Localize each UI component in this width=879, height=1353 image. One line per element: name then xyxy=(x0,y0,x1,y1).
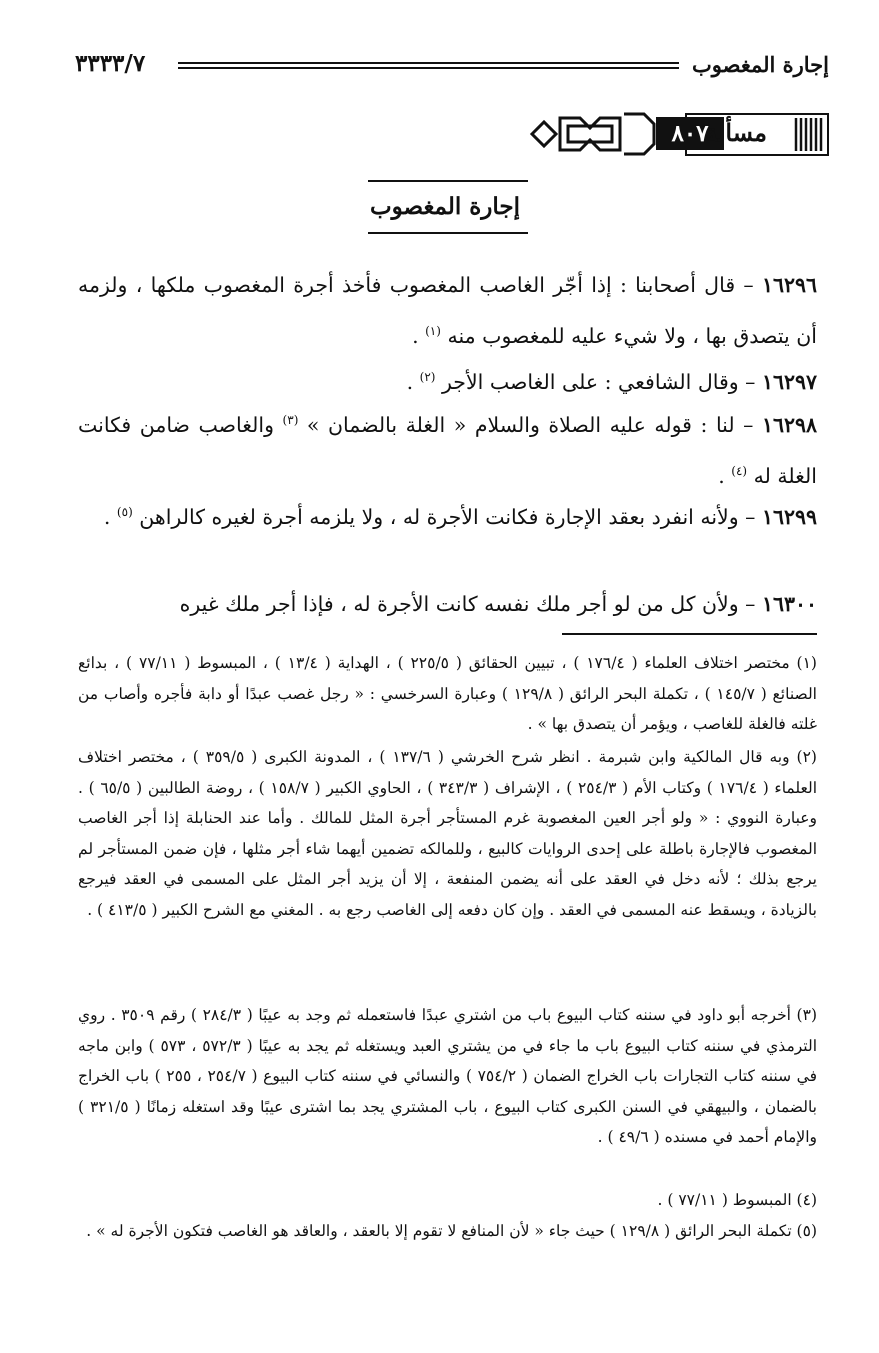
footnote-ref[interactable]: (٤) xyxy=(731,463,748,478)
paragraph xyxy=(78,262,817,359)
header-rule xyxy=(178,62,679,64)
footnote: (٢) وبه قال المالكية وابن شبرمة . انظر شرح الخرشي ( ١٣٧/٦ ) ، المدونة الكبرى ( ٣٥٩/٥ ) ، مختصر اختلاف العلماء ( ١٧٦/٤ ) وكتاب الأم ( ٢٥٤/٣ ) ، الإشراف ( ٣٤٣/٣ ) ، الحاوي الكبير ( ١٥٨/٧ ) ، روضة الطالبين ( ٦٥/٥ ) . وعبارة النووي : « ولو أجر العين المغصوبة غرم المستأجر أجرة المثل للمالك . وأما عند الحنابلة إذا أجر الغاصب المغصوب فالإجارة باطلة على إحدى الروايات كالبيع ، وللمالكه تضمين أيهما شاء أجر مثلها ، فإن ضمن المستأجر لم يرجع بذلك ؛ لأنه دخل في العقد على أنه يضمن المنفعة ، إلا أن يزيد أجر المثل على المسمى في العقد فيرجع بالزيادة ، ويسقط عنه المسمى في العقد . وإن كان دفعه إلى الغاصب رجع به . المغني مع الشرح الكبير ( ٤١٣/٥ ) . xyxy=(78,748,818,919)
paragraph-text: – لنا : قوله عليه الصلاة والسلام « الغلة بالضمان » xyxy=(306,412,762,437)
paragraph xyxy=(78,489,817,540)
footnote-ref[interactable]: (١) xyxy=(425,324,441,338)
paragraph-number: ١٦٢٩٨ xyxy=(761,412,817,437)
footnote-ref[interactable]: (٢) xyxy=(419,370,436,384)
paragraph xyxy=(78,581,817,627)
paragraph-tail: . xyxy=(406,369,420,394)
paragraph-text: – قال أصحابنا : إذا أجّر الغاصب المغصوب فأخذ أجرة المغصوب ملكها ، ولزمه أن يتصدق بها ، ولا شيء عليه للمغصوب منه xyxy=(78,273,817,348)
paragraph-tail: . xyxy=(718,463,732,488)
header-rule xyxy=(178,67,679,69)
paragraph xyxy=(78,397,817,499)
masala-label: مسألة xyxy=(705,118,767,147)
footnote: (٣) أخرجه أبو داود في سننه كتاب البيوع باب من اشتري عبدًا فاستعمله ثم وجد به عيبًا ( ٢٨٤/٣ ) رقم ٣٥٠٩ . روي الترمذي في سننه كتاب البيوع باب ما جاء في من يشتري العبد ويستغله ثم يجد به عيبًا ( ٥٧٢/٣ ، ٥٧٣ ) وابن ماجه في سننه كتاب التجارات باب الخراج الضمان ( ٧٥٤/٢ ) والنسائي في سننه كتاب البيوع ( ٢٥٤/٧ ، ٢٥٥ ) باب الخراج بالضمان ، والبيهقي في السنن الكبرى كتاب البيوع ، باب المشتري يجد بما اشترى عيبًا وقد استغله زمانًا ( ٣٢١/٥ ) والإمام أحمد في مسنده ( ٤٩/٦ ) . xyxy=(78,1006,818,1146)
ornament-icon xyxy=(520,104,660,164)
footnote: (١) مختصر اختلاف العلماء ( ١٧٦/٤ ) ، تبيين الحقائق ( ٢٢٥/٥ ) ، الهداية ( ١٣/٤ ) ، المبسوط ( ٧٧/١١ ) ، بدائع الصنائع ( ١٤٥/٧ ) ، تكملة البحر الرائق ( ١٢٩/٨ ) وعبارة السرخسي : « رجل غصب عبدًا أو دابة فأجره وأصاب من غلته فالغلة للغاصب ، ويؤمر أن يتصدق بها » . xyxy=(78,654,817,733)
paragraph-tail: . xyxy=(103,504,117,529)
title-rule xyxy=(368,232,528,234)
paragraph-text: – ولأن كل من لو أجر ملك نفسه كانت الأجرة له ، فإذا أجر ملك غيره xyxy=(179,592,762,616)
paragraph-text: – وقال الشافعي : على الغاصب الأجر xyxy=(441,369,762,394)
title-rule xyxy=(368,180,528,182)
masala-number: ٨٠٧ xyxy=(656,117,724,150)
paragraph-number: ١٦٢٩٧ xyxy=(761,369,817,394)
paragraph-number: ١٦٢٩٩ xyxy=(761,504,817,529)
footnote-separator xyxy=(562,633,817,635)
paragraph-tail: والغاصب ضامن فكانت الغلة له xyxy=(78,412,817,488)
paragraph-number: ١٦٢٩٦ xyxy=(761,273,817,297)
section-title: إجارة المغصوب xyxy=(369,193,521,220)
paragraph-tail: . xyxy=(412,323,426,348)
footnote: (٥) تكملة البحر الرائق ( ١٢٩/٨ ) حيث جاء « لأن المنافع لا تقوم إلا بالعقد ، والعاقد هو الغاصب فتكون الأجرة له » . xyxy=(86,1222,817,1240)
paragraph-number: ١٦٣٠٠ xyxy=(761,592,817,616)
footnote-ref[interactable]: (٣) xyxy=(282,413,299,427)
footnote-ref[interactable]: (٥) xyxy=(116,505,133,519)
running-title: إجارة المغصوب xyxy=(691,52,829,77)
footnote: (٤) المبسوط ( ٧٧/١١ ) . xyxy=(657,1191,817,1209)
paragraph-text: – ولأنه انفرد بعقد الإجارة فكانت الأجرة له ، ولا يلزمه أجرة لغيره كالراهن xyxy=(139,504,762,529)
page-number: ٣٣٣٣/٧ xyxy=(75,50,146,77)
